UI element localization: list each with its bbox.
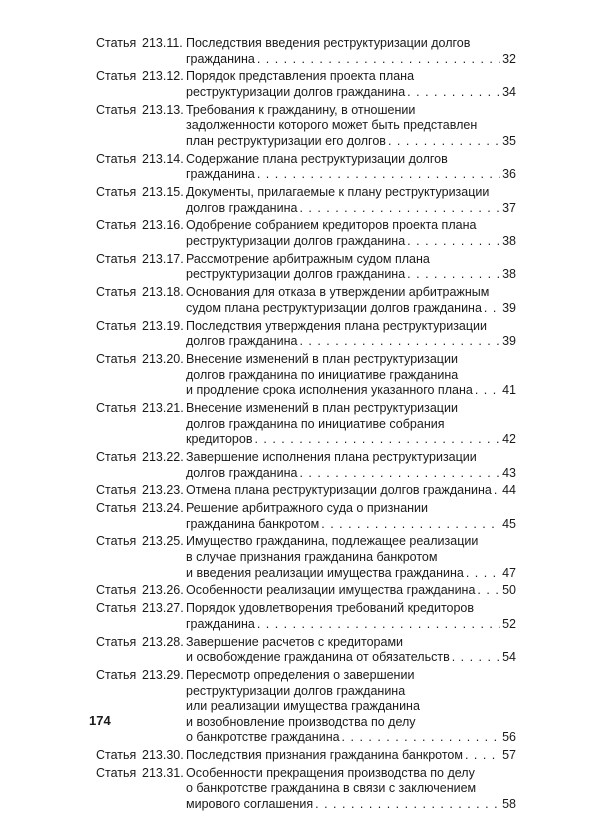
title-line: Имущество гражданина, подлежащее реализации [186,534,479,549]
title-line: мирового соглашения [186,797,314,812]
title-line: и освобождение гражданина от обязательств [186,650,450,665]
title-line: долгов гражданина [186,465,298,480]
dot-leader [407,267,500,283]
dot-leader [494,483,500,499]
toc-entry [96,401,516,448]
article-title [186,583,516,599]
article-num: 213.19. [142,318,184,333]
page-ref: 43 [502,465,516,480]
toc-entry [96,352,516,399]
article-num: 213.29. [142,667,184,682]
article-number [96,285,186,316]
title-line: гражданина банкротом [186,516,320,531]
page-ref: 50 [502,583,516,598]
article-title [186,601,516,632]
article-label: Статья [96,534,137,549]
page-ref: 37 [502,200,516,215]
article-num: 213.25. [142,534,184,549]
page-ref: 57 [502,748,516,763]
article-title [186,285,516,316]
article-title [186,252,516,283]
article-number [96,635,186,666]
article-label: Статья [96,318,137,333]
dot-leader [475,383,500,399]
page-ref: 47 [502,565,516,580]
article-label: Статья [96,765,137,780]
title-line: Внесение изменений в план реструктуризации [186,400,458,415]
article-number [96,766,186,813]
article-label: Статья [96,151,137,166]
article-title [186,218,516,249]
dot-leader [477,583,500,599]
title-line: реструктуризации долгов гражданина [186,683,406,698]
title-line: Требования к гражданину, в отношении [186,102,416,117]
dot-leader [466,566,500,582]
title-line: или реализации имущества гражданина [186,699,420,714]
dot-leader [342,730,501,746]
toc-entry [96,748,516,764]
title-line: и введения реализации имущества гражданина [186,565,464,580]
title-line: план реструктуризации его долгов [186,133,386,148]
dot-leader [254,432,500,448]
article-title [186,635,516,666]
title-line: реструктуризации долгов гражданина [186,234,406,249]
title-line: гражданина [186,51,255,66]
page-ref: 52 [502,616,516,631]
title-line: Основания для отказа в утверждении арбитражным [186,285,490,300]
article-number [96,36,186,67]
title-line: кредиторов [186,432,253,447]
article-number [96,483,186,499]
dot-leader [299,466,500,482]
article-number [96,69,186,100]
article-title [186,185,516,216]
article-number [96,450,186,481]
article-num: 213.22. [142,449,184,464]
article-label: Статья [96,69,137,84]
toc-entry [96,218,516,249]
title-line: Внесение изменений в план реструктуризации [186,351,458,366]
toc-entry [96,501,516,532]
title-line: и продление срока исполнения указанного плана [186,383,473,398]
title-line: Одобрение собранием кредиторов проекта плана [186,218,477,233]
article-title [186,668,516,746]
article-title [186,319,516,350]
page-ref: 44 [502,483,516,498]
toc-entry [96,583,516,599]
toc-entry [96,152,516,183]
title-line: долгов гражданина по инициативе собрания [186,416,445,431]
title-line: в случае признания гражданина банкротом [186,550,438,565]
page-ref: 38 [502,267,516,282]
dot-leader [407,234,500,250]
page-ref: 38 [502,234,516,249]
article-num: 213.11. [142,36,183,50]
title-line: Завершение расчетов с кредиторами [186,634,404,649]
title-line: Документы, прилагаемые к плану реструктуризации [186,185,490,200]
title-line: Пересмотр определения о завершении [186,667,415,682]
toc-entry [96,601,516,632]
title-line: Завершение исполнения плана реструктуризации [186,449,477,464]
title-line: Порядок удовлетворения требований кредиторов [186,601,475,616]
dot-leader [299,334,500,350]
toc-entry [96,36,516,67]
article-title [186,483,516,499]
article-number [96,401,186,448]
article-label: Статья [96,251,137,266]
page-ref: 32 [502,51,516,66]
toc-entry [96,483,516,499]
dot-leader [452,650,500,666]
article-label: Статья [96,285,137,300]
page-ref: 42 [502,432,516,447]
title-line: задолженности которого может быть представлен [186,118,478,133]
dot-leader [299,201,500,217]
article-title [186,103,516,150]
article-number [96,583,186,599]
article-num: 213.27. [142,601,184,616]
dot-leader [257,52,500,68]
article-num: 213.24. [142,501,184,516]
article-title [186,501,516,532]
title-line: Последствия утверждения плана реструктуризации [186,318,488,333]
article-label: Статья [96,185,137,200]
article-num: 213.15. [142,185,184,200]
page-ref: 34 [502,84,516,99]
article-number [96,185,186,216]
article-number [96,352,186,399]
title-line: Содержание плана реструктуризации долгов [186,151,448,166]
page-ref: 39 [502,300,516,315]
article-title [186,766,516,813]
title-line: о банкротстве гражданина в связи с заключением [186,781,477,796]
article-title [186,352,516,399]
article-num: 213.20. [142,351,184,366]
title-line: Последствия введения реструктуризации долгов [186,36,471,50]
toc-entry [96,69,516,100]
title-line: долгов гражданина [186,334,298,349]
article-label: Статья [96,218,137,233]
article-number [96,218,186,249]
article-title [186,401,516,448]
article-label: Статья [96,102,137,117]
article-num: 213.23. [142,483,184,498]
title-line: Особенности реализации имущества гражданина [186,583,476,598]
article-label: Статья [96,583,137,598]
article-number [96,668,186,746]
article-title [186,69,516,100]
article-num: 213.31. [142,765,184,780]
article-num: 213.16. [142,218,184,233]
title-line: гражданина [186,167,255,182]
title-line: долгов гражданина по инициативе гражданина [186,367,459,382]
article-num: 213.28. [142,634,184,649]
toc-entry [96,534,516,581]
dot-leader [465,748,500,764]
article-num: 213.12. [142,69,184,84]
article-num: 213.17. [142,251,184,266]
dot-leader [321,517,500,533]
page-number: 174 [89,713,111,728]
article-number [96,501,186,532]
table-of-contents [96,36,516,815]
page-ref: 45 [502,516,516,531]
toc-entry [96,285,516,316]
article-label: Статья [96,601,137,616]
page-ref: 56 [502,730,516,745]
article-num: 213.14. [142,151,184,166]
toc-entry [96,450,516,481]
dot-leader [407,85,500,101]
article-title [186,748,516,764]
title-line: реструктуризации долгов гражданина [186,84,406,99]
article-number [96,152,186,183]
article-title [186,152,516,183]
page-ref: 39 [502,334,516,349]
dot-leader [484,301,500,317]
toc-entry [96,766,516,813]
page-ref: 41 [502,383,516,398]
dot-leader [315,797,500,813]
toc-entry [96,185,516,216]
article-label: Статья [96,400,137,415]
article-num: 213.30. [142,748,184,763]
title-line: судом плана реструктуризации долгов гражданина [186,300,482,315]
article-num: 213.18. [142,285,184,300]
title-line: и возобновление производства по делу [186,714,416,729]
article-label: Статья [96,36,137,50]
title-line: Отмена плана реструктуризации долгов гражданина [186,483,492,498]
article-title [186,534,516,581]
toc-entry [96,252,516,283]
title-line: реструктуризации долгов гражданина [186,267,406,282]
dot-leader [257,617,500,633]
toc-entry [96,319,516,350]
article-num: 213.13. [142,102,184,117]
toc-entry [96,668,516,746]
article-number [96,319,186,350]
title-line: Последствия признания гражданина банкротом [186,748,463,763]
page-ref: 58 [502,797,516,812]
title-line: о банкротстве гражданина [186,730,340,745]
article-title [186,450,516,481]
article-num: 213.21. [142,400,184,415]
title-line: Порядок представления проекта плана [186,69,415,84]
article-num: 213.26. [142,583,184,598]
article-number [96,252,186,283]
dot-leader [257,167,500,183]
article-number [96,534,186,581]
article-number [96,103,186,150]
article-label: Статья [96,449,137,464]
article-label: Статья [96,748,137,763]
title-line: Решение арбитражного суда о признании [186,501,429,516]
article-number [96,748,186,764]
title-line: гражданина [186,616,255,631]
article-label: Статья [96,634,137,649]
article-label: Статья [96,351,137,366]
page-ref: 54 [502,650,516,665]
title-line: Особенности прекращения производства по делу [186,765,475,780]
dot-leader [388,134,500,150]
title-line: Рассмотрение арбитражным судом плана [186,251,430,266]
article-title [186,36,516,67]
article-number [96,601,186,632]
article-label: Статья [96,501,137,516]
article-label: Статья [96,483,137,498]
article-label: Статья [96,667,137,682]
page-ref: 35 [502,133,516,148]
page-ref: 36 [502,167,516,182]
title-line: долгов гражданина [186,200,298,215]
toc-entry [96,635,516,666]
toc-entry [96,103,516,150]
